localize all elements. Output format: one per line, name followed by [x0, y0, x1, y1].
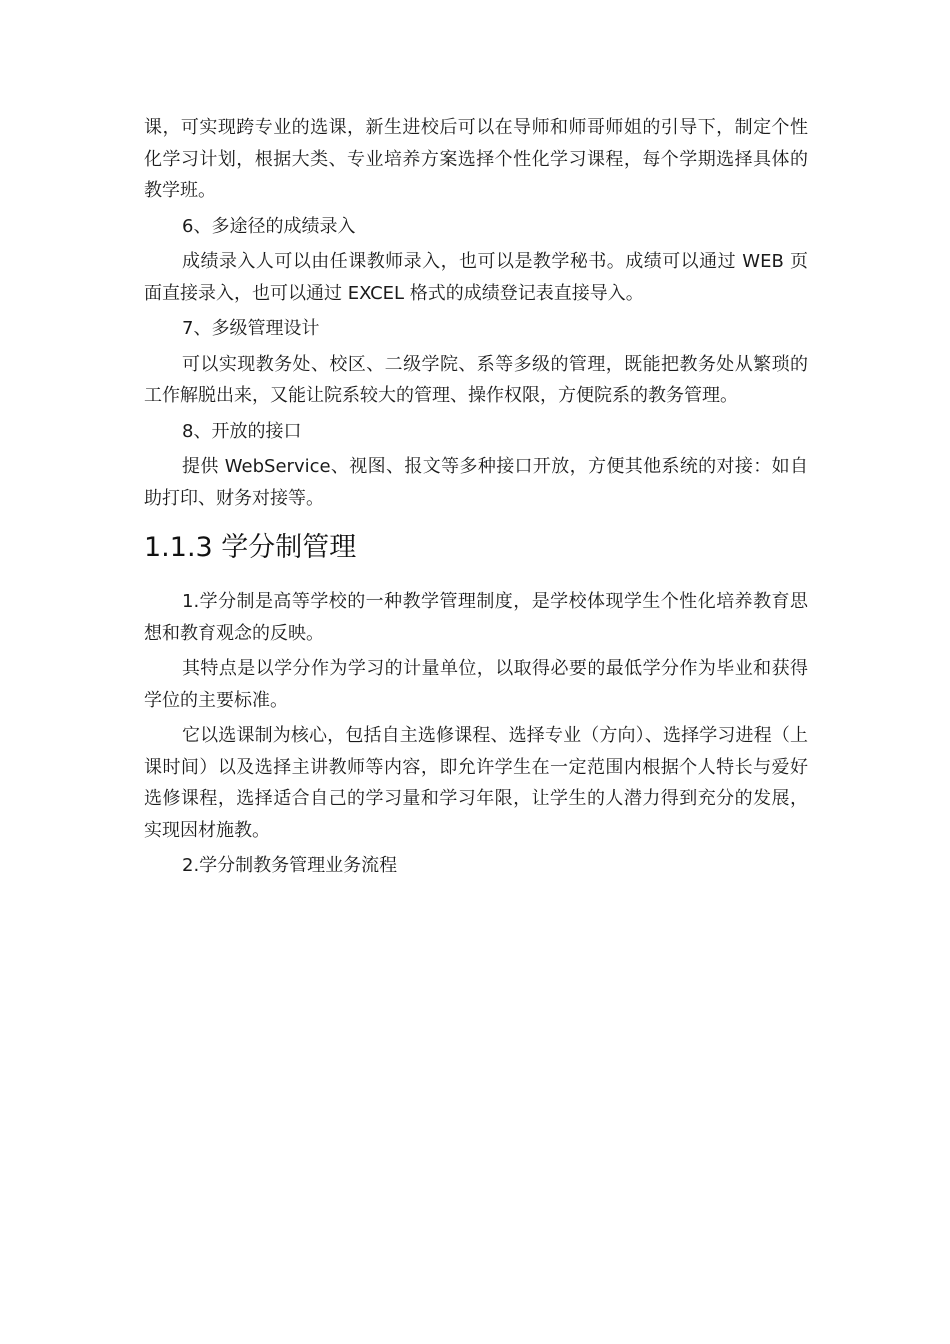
item-7-body: 可以实现教务处、校区、二级学院、系等多级的管理，既能把教务处从繁琐的工作解脱出来，又能让院系较大的管理、操作权限，方便院系的教务管理。 — [144, 353, 808, 406]
item-7-title: 7、多级管理设计 — [182, 318, 320, 339]
credit-system-paragraph-4: 2.学分制教务管理业务流程 — [182, 855, 398, 876]
credit-system-paragraph-3: 它以选课制为核心，包括自主选修课程、选择专业（方向）、选择学习进程（上课时间）以及选择主讲教师等内容，即允许学生在一定范围内根据个人特长与爱好选修课程，选择适合自己的学习量和学习年限，让学生的人潜力得到充分的发展，实现因材施教。 — [144, 725, 808, 841]
paragraph-continuation: 课，可实现跨专业的选课，新生进校后可以在导师和师哥师姐的引导下，制定个性化学习计划，根据大类、专业培养方案选择个性化学习课程，每个学期选择具体的教学班。 — [144, 117, 808, 201]
section-heading: 1.1.3 学分制管理 — [144, 532, 357, 563]
credit-system-paragraph-1: 1.学分制是高等学校的一种教学管理制度，是学校体现学生个性化培养教育思想和教育观念的反映。 — [144, 591, 808, 644]
item-8-body: 提供 WebService、视图、报文等多种接口开放，方便其他系统的对接：如自助打印、财务对接等。 — [144, 456, 808, 509]
item-8-title: 8、开放的接口 — [182, 420, 302, 442]
item-6-title: 6、多途径的成绩录入 — [182, 215, 356, 237]
document-body — [144, 112, 808, 886]
credit-system-paragraph-2: 其特点是以学分作为学习的计量单位，以取得必要的最低学分作为毕业和获得学位的主要标准。 — [144, 658, 808, 711]
item-6-body: 成绩录入人可以由任课教师录入，也可以是教学秘书。成绩可以通过 WEB 页面直接录入，也可以通过 EXCEL 格式的成绩登记表直接导入。 — [144, 251, 808, 304]
